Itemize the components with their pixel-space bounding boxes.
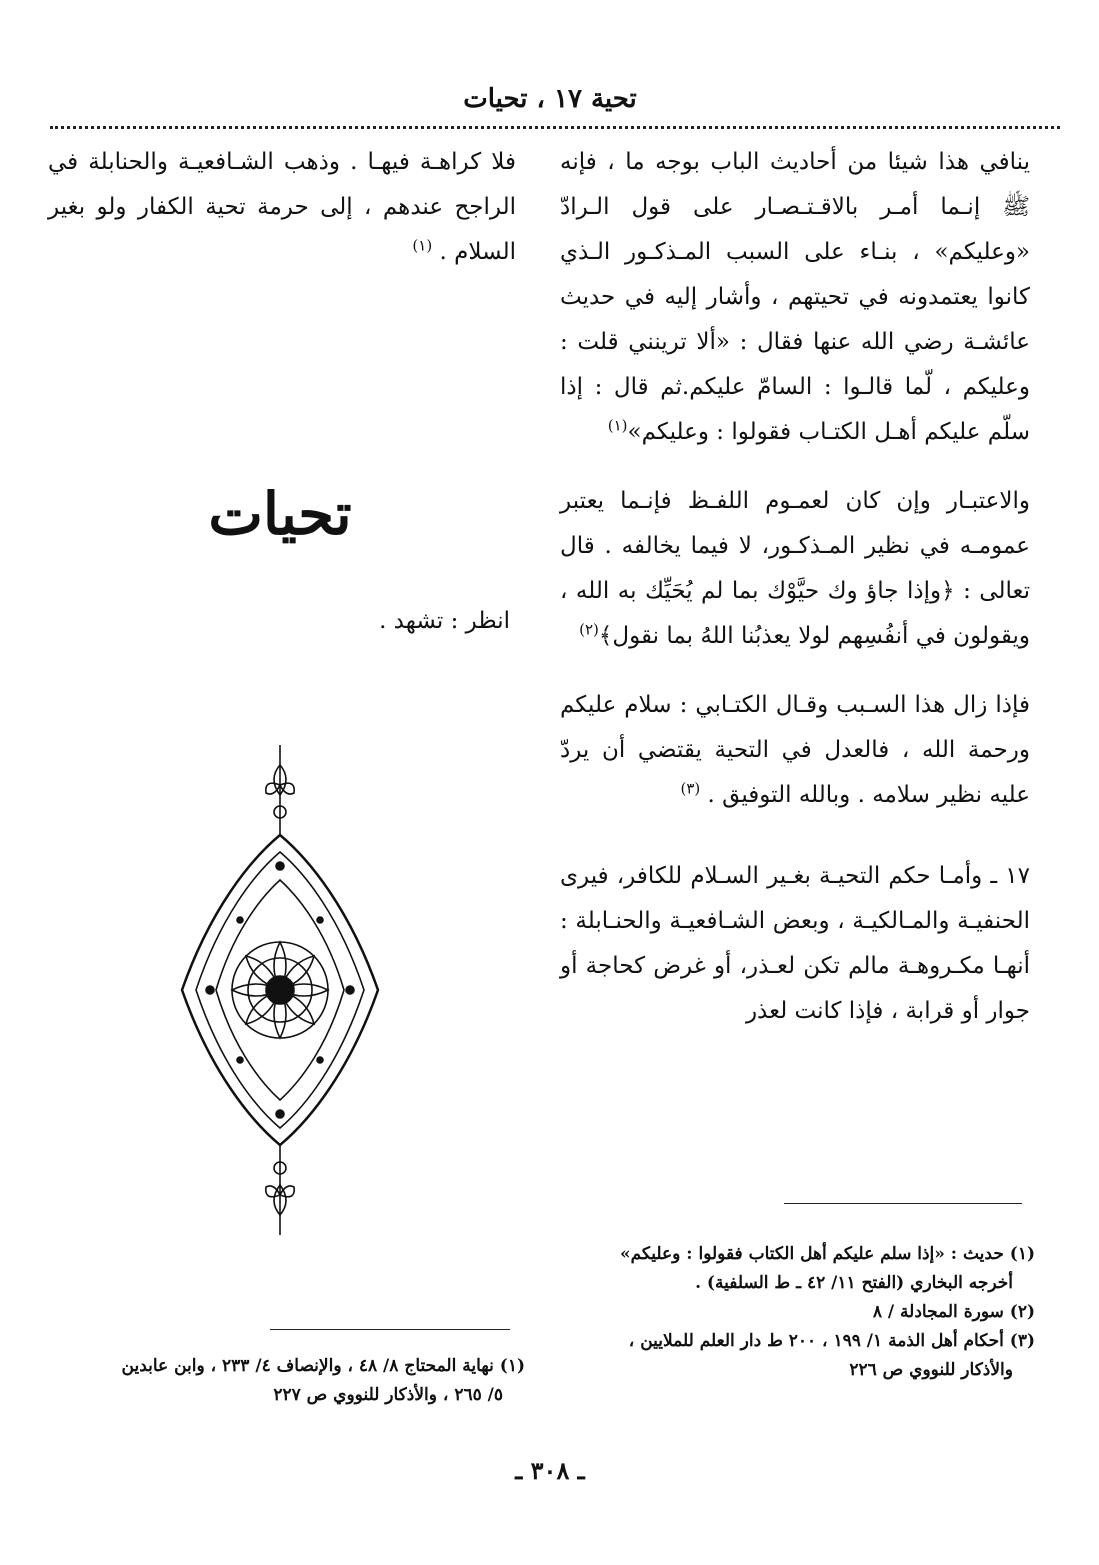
footnote-ref-3: (٣) (680, 779, 701, 798)
entry-title: تحيات (208, 480, 352, 548)
footnote-separator-left (270, 1329, 510, 1330)
footnote-line: أخرجه البخاري (الفتح ١١/ ٤٢ ـ ط السلفية) . (695, 1273, 1013, 1293)
footnote-ref-1: (١) (607, 416, 628, 435)
footnote-line: ٥/ ٢٦٥ ، والأذكار للنووي ص ٢٢٧ (273, 1385, 503, 1405)
paragraph-4 (560, 854, 1030, 1034)
paragraph-3 (560, 683, 1030, 818)
paragraph-2-text: والاعتبـار وإن كان لعمـوم اللفـظ فإنـما يعتبر عمومـه في نظير المـذكـور، لا فيما يخالفه . قال تعالى : ﴿وإذا جاؤ وك حيَّوْك بما لم يُحَيِّك به الله ، ويقولون في أنفُسِهم لولا يعذبُنا اللهُ بما نقول﴾ (560, 488, 1030, 649)
footnotes-right (560, 1240, 1035, 1385)
left-intro (48, 140, 516, 275)
footnote-line: (٣) أحكام أهل الذمة ١/ ١٩٩ ، ٢٠٠ ط دار العلم للملايين ، (628, 1331, 1035, 1351)
header-dotted-rule (50, 126, 1060, 129)
footnotes-left (60, 1352, 525, 1410)
running-header: تحية ١٧ ، تحيات (463, 84, 637, 114)
footnote-ref-2: (٢) (579, 620, 599, 639)
paragraph-3-text: فإذا زال هذا السـبب وقـال الكتـابي : سلام عليكم ورحمة الله ، فالعدل في التحية يقتضي أن يردّ عليه نظير سلامه . وبالله التوفيق . (560, 692, 1030, 808)
paragraph-1-text: ينافي هذا شيئا من أحاديث الباب بوجه ما ، فإنه ﷺ إنـما أمـر بالاقـتـصـار على قول الـرادّ «وعليكم» ، بنـاء على السبب المـذكـور الـذي كانوا يعتمدونه في تحيتهم ، وأشار إليه في حديث عائشـة رضي الله عنها فقال : «ألا ترينني قلت : وعليكم ، لّما قالـوا : السامّ عليكم.ثم قال : إذا سلّم عليكم أهـل الكتـاب فقولوا : وعليكم» (560, 149, 1030, 445)
left-footnote-ref: (١) (412, 236, 433, 255)
footnote-line: (٢) سورة المجادلة / ٨ (872, 1302, 1035, 1322)
footnote-line: والأذكار للنووي ص ٢٢٦ (849, 1360, 1013, 1380)
paragraph-4-text: ١٧ ـ وأمـا حكم التحيـة بغـير السـلام للكافر، فيرى الحنفيـة والمـالكيـة ، وبعض الشـافعيـة والحنـابلة : أنهـا مكـروهـة مالم تكن لعـذر، أو غرض كحاجة أو جوار أو قرابة ، فإذا كانت لعذر (560, 863, 1030, 1024)
paragraph-2 (560, 479, 1030, 659)
right-column (560, 140, 1030, 1058)
left-intro-text: فلا كراهـة فيهـا . وذهب الشـافعيـة والحنابلة في الراجح عندهم ، إلى حرمة تحية الكفار ولو بغير السلام . (48, 149, 516, 265)
arabesque-ornament-icon (180, 740, 380, 1240)
footnote-separator-right (784, 1203, 1022, 1204)
see-also-reference: انظر : تشهد . (379, 608, 510, 634)
paragraph-1 (560, 140, 1030, 455)
footnote-line: (١) نهاية المحتاج ٨/ ٤٨ ، والإنصاف ٤/ ٢٣٣ ، وابن عابدين (121, 1356, 525, 1376)
footnote-line: (١) حديث : «إذا سلم عليكم أهل الكتاب فقولوا : وعليكم» (619, 1244, 1035, 1264)
left-column (48, 140, 516, 275)
page-number: ـ ٣٠٨ ـ (515, 1456, 585, 1485)
